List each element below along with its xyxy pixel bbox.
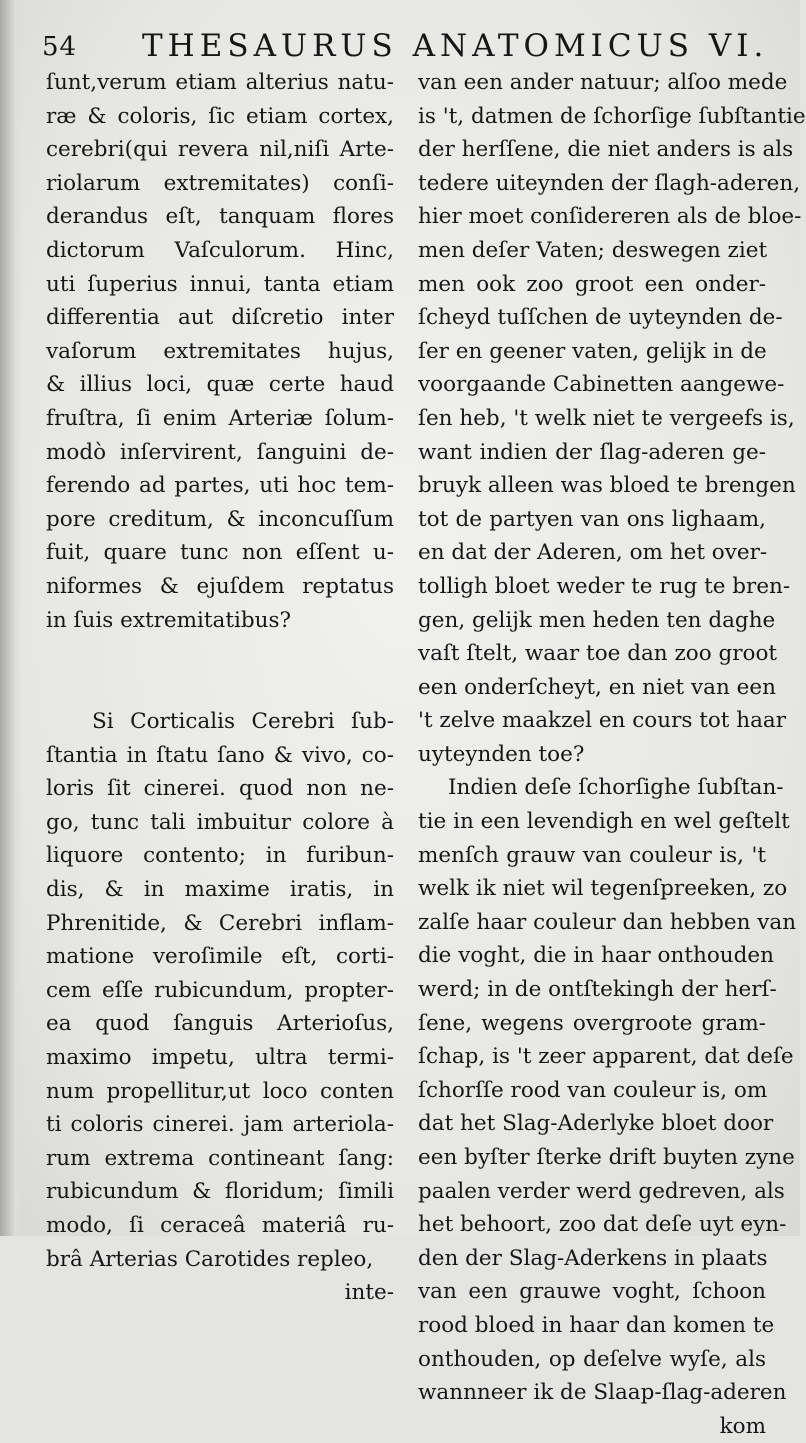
latin-para2-line: Phrenitide, & Cerebri inflam- <box>46 910 394 936</box>
latin-para2-line: modo, ſi ceraceâ materiâ ru- <box>46 1213 394 1238</box>
dutch-para1-line: hier moet conſidereren als de bloe- <box>418 204 802 230</box>
dutch-para2-line: Indien deſe ſchorſighe ſubſtan- <box>448 775 784 801</box>
latin-para2-line: brâ Arterias Carotides repleo, <box>46 1246 374 1272</box>
latin-para1-line: derandus eſt, tanquam flores <box>46 204 394 230</box>
latin-para1-line: & illius loci, quæ certe haud <box>46 372 394 398</box>
latin-para1-line: ræ & coloris, ſic etiam cortex, <box>46 103 394 129</box>
dutch-para1-line: vaſt ſtelt, waar toe dan zoo groot <box>418 641 778 667</box>
latin-para1-line: riolarum extremitates) conſi- <box>46 170 394 196</box>
latin-para1-line: niformes & ejuſdem reptatus <box>46 573 394 599</box>
page-gutter-shadow <box>0 0 22 1236</box>
dutch-para2-line: het behoort, zoo dat deſe uyt eyn- <box>418 1212 787 1238</box>
dutch-para2-line: dat het Slag-Aderlyke bloet door <box>418 1111 774 1137</box>
dutch-para2-line: ſchap, is 't zeer apparent, dat deſe <box>418 1044 794 1070</box>
dutch-para1-line: en dat der Aderen, om het over- <box>418 540 768 566</box>
latin-para1-line: in ſuis extremitatibus? <box>46 607 292 633</box>
latin-para1-line: fruſtra, ſi enim Arteriæ ſolum- <box>46 405 394 431</box>
dutch-para1-line: want indien der ſlag-aderen ge- <box>418 439 766 465</box>
dutch-para2-line: ſene, wegens overgroote gram- <box>418 1010 766 1036</box>
latin-catchword: inte- <box>344 1280 394 1306</box>
latin-para2-line: go, tunc tali imbuitur colore à <box>46 809 394 835</box>
dutch-para1-line: van een ander natuur; alſoo mede <box>418 70 788 95</box>
dutch-para1-line: men ook zoo groot een onder- <box>418 271 766 297</box>
latin-para2-line: ſtantia in ſtatu ſano & vivo, co- <box>46 742 394 768</box>
running-title: THESAURUS ANATOMICUS VI. <box>142 28 769 64</box>
dutch-para1-line: uyteynden toe? <box>418 741 585 767</box>
dutch-para1-line: ſcheyd tuſſchen de uyteynden de- <box>418 305 783 331</box>
dutch-para2-line: ſchorſſe rood van couleur is, om <box>418 1077 768 1103</box>
page-number: 54 <box>42 32 78 62</box>
latin-para2-line: dis, & in maxime iratis, in <box>46 877 394 903</box>
dutch-para1-line: tolligh bloet weder te rug te bren- <box>418 573 791 599</box>
dutch-para1-line: is 't, datmen de ſchorſige ſubſtantie <box>418 103 806 129</box>
latin-para1-line: modò inſervirent, ſanguini de- <box>46 439 394 465</box>
dutch-column <box>418 66 806 1443</box>
latin-para2-line: ea quod ſanguis Arterioſus, <box>46 1011 394 1037</box>
latin-para2-line: cem eſſe rubicundum, propter- <box>46 977 394 1003</box>
latin-para1-line: pore creditum, & inconcuſſum <box>46 506 394 532</box>
latin-para2-line: matione veroſimile eſt, corti- <box>46 944 394 970</box>
dutch-para2-line: zalſe haar couleur dan hebben van <box>418 909 797 935</box>
dutch-para1-line: ſer en geener vaten, gelijk in de <box>418 338 767 364</box>
latin-para2-line: loris ſit cinerei. quod non ne- <box>46 776 394 802</box>
dutch-para1-line: ſen heb, 't welk niet te vergeefs is, <box>418 405 795 431</box>
dutch-para1-line: men deſer Vaten; deswegen ziet <box>418 237 768 263</box>
dutch-para2-line: menſch grauw van couleur is, 't <box>418 842 766 868</box>
latin-para1-line: ſunt,verum etiam alterius natu- <box>46 70 394 95</box>
dutch-para1-line: tot de partyen van ons lighaam, <box>418 506 766 532</box>
latin-para2-line: liquore contento; in furibun- <box>46 843 394 869</box>
dutch-para1-line: der herſſene, die niet anders is als <box>418 137 794 163</box>
dutch-para2-line: een byſter ſterke drift buyten zyne <box>418 1145 795 1170</box>
dutch-para2-line: rood bloed in haar dan komen te <box>418 1312 775 1338</box>
dutch-para1-line: 't zelve maakzel en cours tot haar <box>418 708 787 734</box>
dutch-para2-line: wannneer ik de Slaap-ſlag-aderen <box>418 1380 787 1406</box>
latin-para1-line: uti ſuperius innui, tanta etiam <box>46 271 394 297</box>
dutch-para2-line: onthouden, op deſelve wyſe, als <box>418 1346 766 1372</box>
latin-para2-line: rum extrema contineant ſang: <box>46 1145 394 1171</box>
page-header <box>42 24 769 70</box>
dutch-para2-line: den der Slag-Aderkens in plaats <box>418 1245 768 1271</box>
dutch-para2-line: die voght, die in haar onthouden <box>418 943 774 969</box>
dutch-catchword: kom <box>719 1413 766 1439</box>
latin-column <box>46 66 394 1310</box>
latin-para1-line: fuit, quare tunc non eſſent u- <box>46 540 394 566</box>
latin-para1-line: differentia aut diſcretio inter <box>46 305 394 331</box>
dutch-para1-line: bruyk alleen was bloed te brengen <box>418 473 796 499</box>
latin-para2-line: rubicundum & floridum; ſimili <box>46 1179 394 1205</box>
latin-para1-line: dictorum Vaſculorum. Hinc, <box>46 237 394 263</box>
latin-para2-line: Si Corticalis Cerebri ſub- <box>92 709 394 735</box>
dutch-para2-line: van een grauwe voght, ſchoon <box>418 1279 766 1305</box>
latin-para2-line: num propellitur,ut loco conten <box>46 1078 394 1104</box>
latin-para2-line: maximo impetu, ultra termi- <box>46 1045 394 1071</box>
dutch-para1-line: een onderſcheyt, en niet van een <box>418 674 776 700</box>
latin-para2-line: ti coloris cinerei. jam arteriola- <box>46 1112 394 1138</box>
latin-para1-line: cerebri(qui revera nil,niſi Arte- <box>46 137 394 163</box>
dutch-para1-line: gen, gelijk men heden ten daghe <box>418 607 776 633</box>
dutch-para2-line: tie in een levendigh en wel geſtelt <box>418 809 790 835</box>
paragraph-gap <box>46 637 394 705</box>
latin-para1-line: ferendo ad partes, uti hoc tem- <box>46 473 394 499</box>
dutch-para2-line: welk ik niet wil tegenſpreeken, zo <box>418 876 788 902</box>
dutch-para1-line: voorgaande Cabinetten aangewe- <box>418 372 785 398</box>
dutch-para2-line: paalen verder werd gedreven, als <box>418 1178 785 1204</box>
latin-para1-line: vaſorum extremitates hujus, <box>46 338 394 364</box>
dutch-para2-line: werd; in de ontſtekingh der herſ- <box>418 977 777 1003</box>
dutch-para1-line: tedere uiteynden der ſlagh-aderen, <box>418 170 801 196</box>
